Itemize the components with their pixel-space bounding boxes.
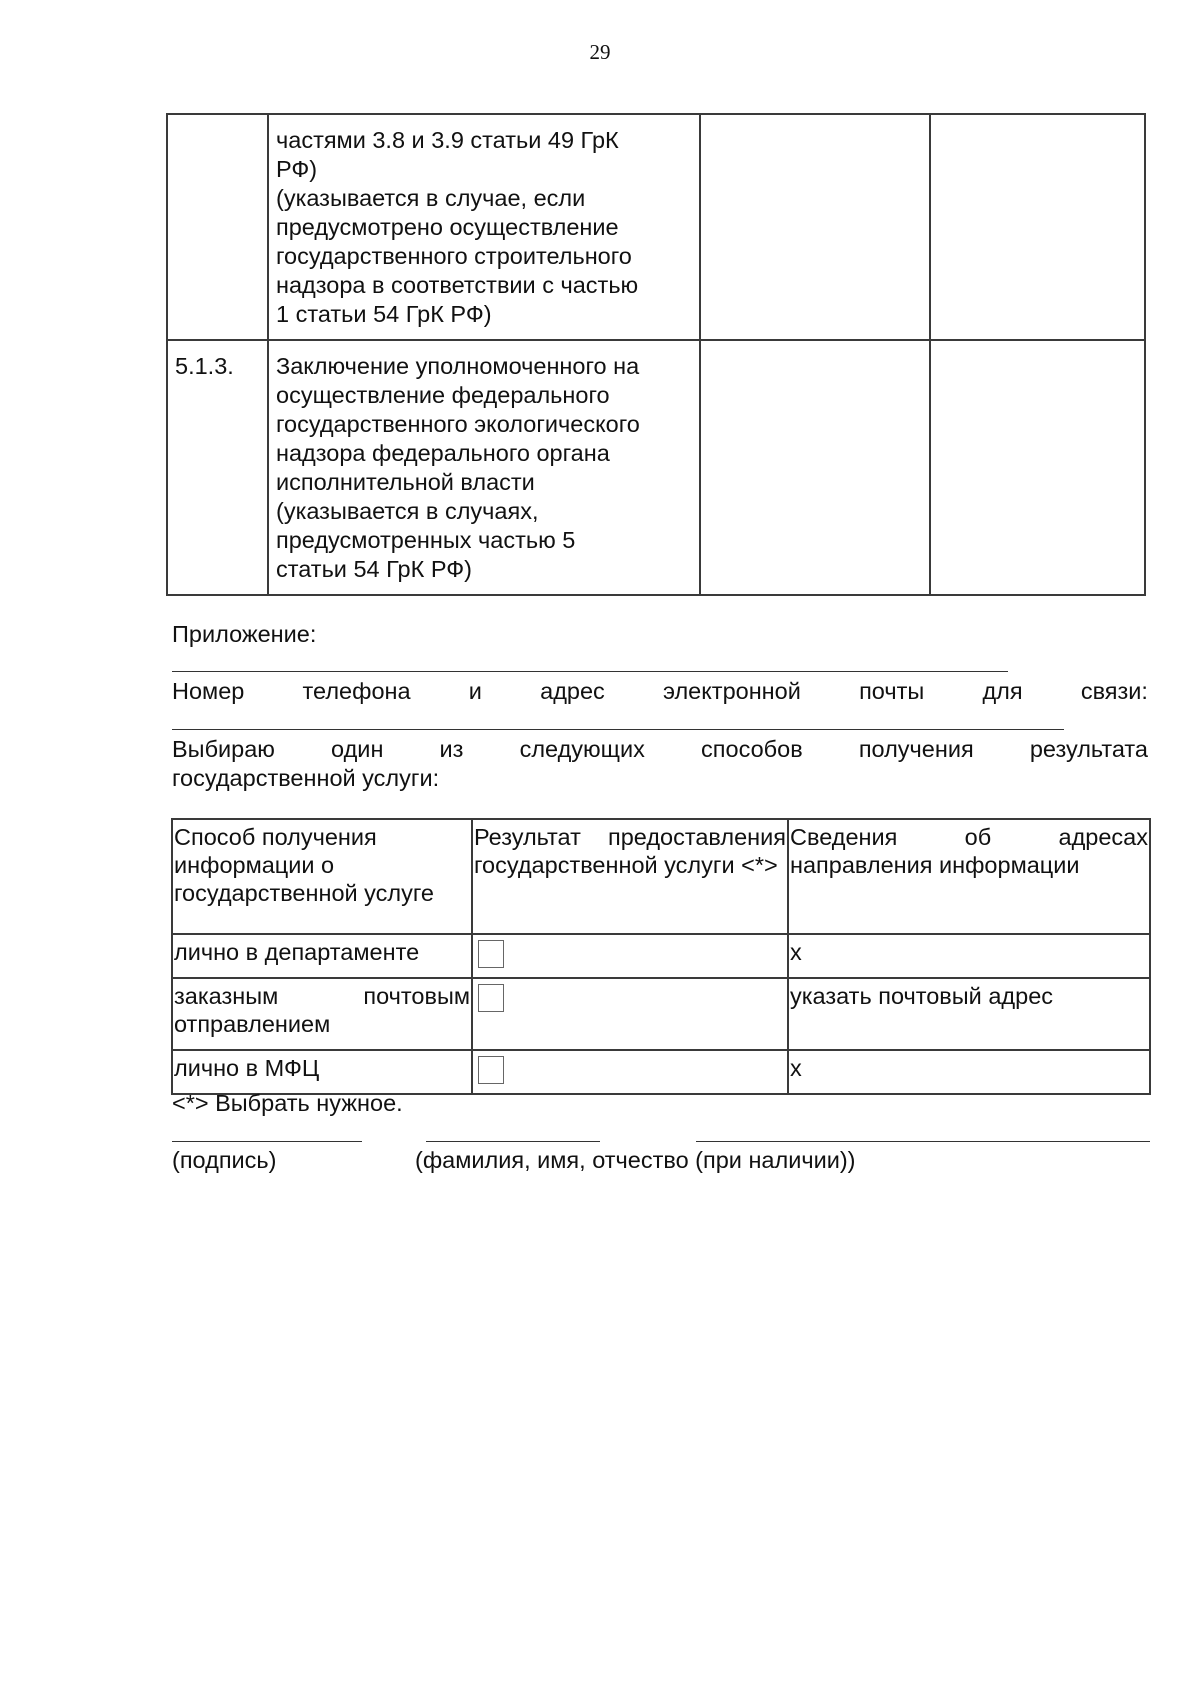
name-field[interactable] — [696, 1141, 1150, 1142]
checkbox-personal-department[interactable] — [478, 940, 504, 968]
choice-intro: Выбираю один из следующих способов получения результата — [172, 736, 1148, 762]
row-description: Заключение уполномоченного на осуществление федерального государственного экологического надзора федерального органа исполнительной власти (указывается в случаях, предусмотренных частью 5 статьи 54 ГрК РФ) — [268, 340, 700, 595]
method-cell: лично в МФЦ — [172, 1050, 472, 1094]
appendix-field[interactable] — [172, 671, 1008, 672]
table-row — [172, 978, 1150, 1050]
address-cell: указать почтовый адрес — [788, 978, 1150, 1050]
delivery-method-table — [171, 818, 1151, 1095]
table-row — [167, 340, 1145, 595]
page-number: 29 — [589, 40, 611, 64]
requirements-table — [166, 113, 1146, 596]
table-header-row — [172, 819, 1150, 934]
method-cell: заказным почтовым отправлением — [172, 978, 472, 1050]
header-address: Сведения об адресах направления информации — [788, 819, 1150, 934]
row-number: 5.1.3. — [167, 340, 268, 595]
row-description: частями 3.8 и 3.9 статьи 49 ГрК РФ) (указывается в случае, если предусмотрено осуществление государственного строительного надзора в соответствии с частью 1 статьи 54 ГрК РФ) — [268, 114, 700, 340]
appendix-label: Приложение: — [172, 621, 317, 647]
table-row — [172, 934, 1150, 978]
row-cell — [930, 340, 1145, 595]
contact-field[interactable] — [172, 729, 1064, 730]
row-cell — [700, 340, 930, 595]
name-field-part[interactable] — [426, 1141, 600, 1142]
checkbox-registered-mail[interactable] — [478, 984, 504, 1012]
row-cell — [700, 114, 930, 340]
footnote: <*> Выбрать нужное. — [172, 1090, 403, 1116]
result-cell — [472, 1050, 788, 1094]
address-cell: x — [788, 934, 1150, 978]
address-cell: x — [788, 1050, 1150, 1094]
table-row — [167, 114, 1145, 340]
header-method: Способ получения информации о государственной услуге — [172, 819, 472, 934]
checkbox-personal-mfc[interactable] — [478, 1056, 504, 1084]
row-number — [167, 114, 268, 340]
result-cell — [472, 934, 788, 978]
contact-label: Номер телефона и адрес электронной почты для связи: — [172, 678, 1148, 704]
choice-intro-line2: государственной услуги: — [172, 765, 440, 791]
result-cell — [472, 978, 788, 1050]
method-cell: лично в департаменте — [172, 934, 472, 978]
row-cell — [930, 114, 1145, 340]
signature-field[interactable] — [172, 1141, 362, 1142]
header-result: Результат предоставления государственной услуги <*> — [472, 819, 788, 934]
table-row — [172, 1050, 1150, 1094]
name-caption: (фамилия, имя, отчество (при наличии)) — [415, 1147, 856, 1173]
signature-caption: (подпись) — [172, 1147, 277, 1173]
